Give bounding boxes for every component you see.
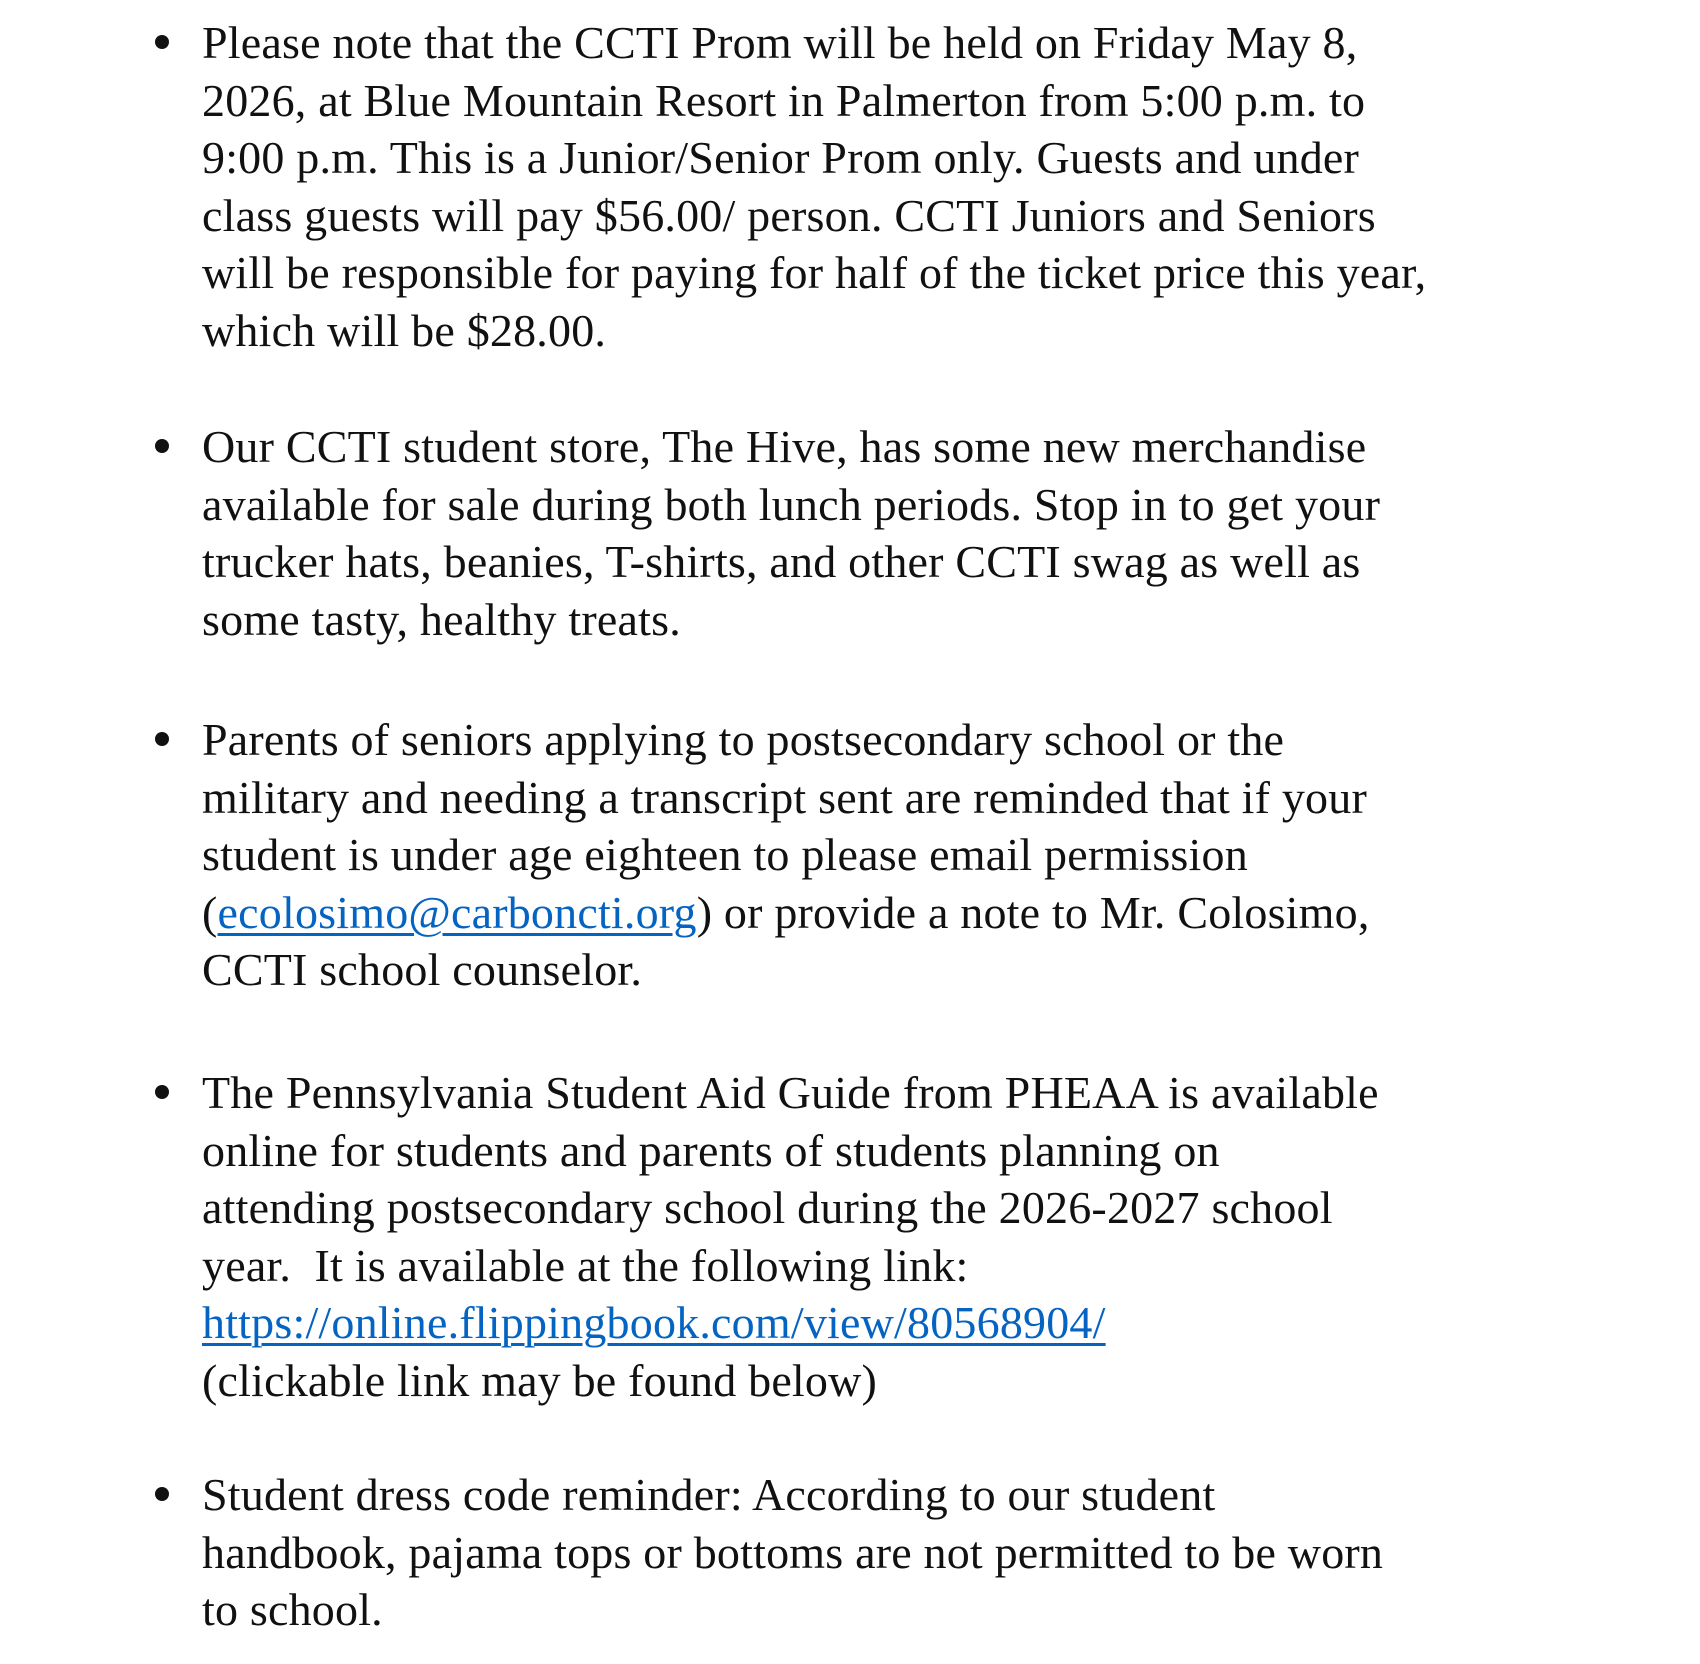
- text-line: some tasty, healthy treats.: [202, 593, 681, 645]
- text-line: class guests will pay $56.00/ person. CCTI Juniors and Seniors: [202, 189, 1376, 241]
- text-line: 9:00 p.m. This is a Junior/Senior Prom only. Guests and under: [202, 132, 1360, 184]
- text-line: available for sale during both lunch periods. Stop in to get your: [202, 478, 1381, 530]
- text-line: The Pennsylvania Student Aid Guide from PHEAA is available: [202, 1067, 1379, 1118]
- text-line: Student dress code reminder: According to our student: [202, 1469, 1216, 1520]
- text-line: CCTI school counselor.: [202, 944, 643, 996]
- email-line: [202, 884, 1622, 942]
- text-line: to school.: [202, 1584, 383, 1636]
- text-line: attending postsecondary school during the 2026-2027 school: [202, 1182, 1333, 1234]
- bullet-dot-icon: [155, 439, 169, 453]
- email-link[interactable]: ecolosimo@carboncti.org: [217, 886, 697, 938]
- text-line: year. It is available at the following link:: [202, 1239, 969, 1291]
- bullet-dot-icon: [155, 732, 169, 746]
- bullet-item-student-store: [202, 418, 1622, 648]
- bullet-item-transcripts: [202, 711, 1622, 999]
- text-line: Our CCTI student store, The Hive, has some new merchandise: [202, 421, 1367, 472]
- bullet-dot-icon: [155, 1085, 169, 1099]
- link-line: [202, 1294, 1622, 1352]
- bullet-item-prom: [202, 14, 1622, 360]
- text-line: online for students and parents of students planning on: [202, 1124, 1220, 1176]
- text-line: 2026, at Blue Mountain Resort in Palmerton from 5:00 p.m. to: [202, 74, 1366, 126]
- text-line: (clickable link may be found below): [202, 1354, 878, 1406]
- text-line: trucker hats, beanies, T-shirts, and other CCTI swag as well as: [202, 536, 1361, 588]
- bullet-item-dress-code: [202, 1466, 1622, 1639]
- text-line: student is under age eighteen to please email permission: [202, 829, 1248, 881]
- flippingbook-link[interactable]: https://online.flippingbook.com/view/80568904/: [202, 1297, 1106, 1349]
- text-line: military and needing a transcript sent are reminded that if your: [202, 771, 1367, 823]
- paren-open: (: [202, 886, 218, 938]
- text-line: will be responsible for paying for half of the ticket price this year,: [202, 247, 1427, 299]
- bullet-dot-icon: [155, 35, 169, 49]
- text-line: handbook, pajama tops or bottoms are not permitted to be worn: [202, 1526, 1384, 1578]
- text-line: Parents of seniors applying to postsecondary school or the: [202, 714, 1285, 765]
- email-line-suffix: ) or provide a note to Mr. Colosimo,: [696, 886, 1370, 938]
- bullet-item-pheaa: [202, 1064, 1622, 1410]
- bullet-dot-icon: [155, 1487, 169, 1501]
- text-line: which will be $28.00.: [202, 304, 607, 356]
- text-line: Please note that the CCTI Prom will be held on Friday May 8,: [202, 17, 1358, 68]
